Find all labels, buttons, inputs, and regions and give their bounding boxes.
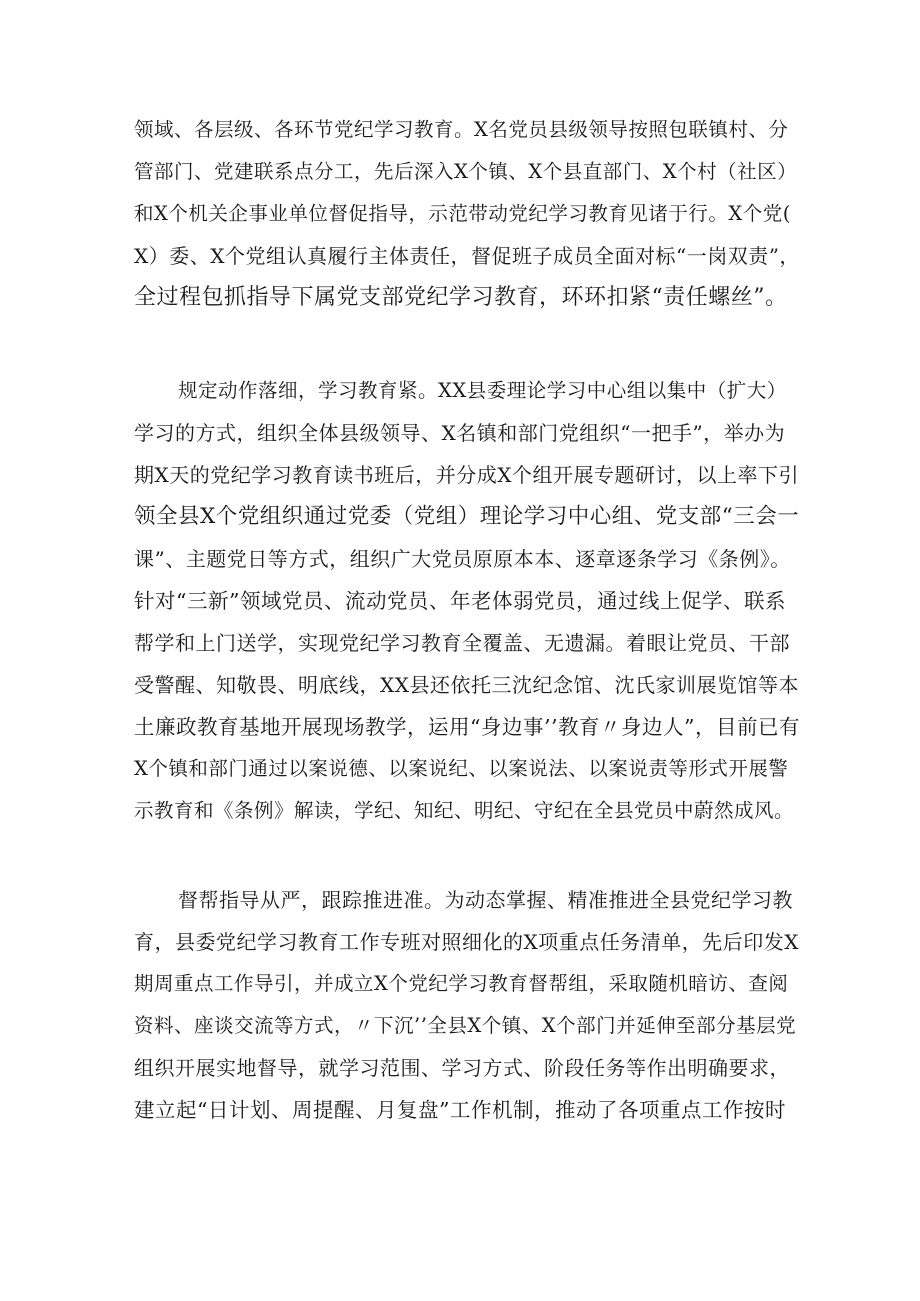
paragraph-2-line-4: 领全县X个党组织通过党委（党组）理论学习中心组、党支部“三会一: [134, 504, 800, 529]
paragraph-2-line-3: 期X天的党纪学习教育读书班后，并分成X个组开展专题研讨，以上率下引: [134, 463, 799, 487]
paragraph-3-line-4: 资料、座谈交流等方式，〃下沉’’全县X个镇、X个部门并延伸至部分基层党: [134, 1014, 797, 1037]
paragraph-3-line-1: 督帮指导从严，跟踪推进准。为动态掌握、精准推进全县党纪学习教: [178, 888, 793, 912]
paragraph-2-line-9: 土廉政教育基地开展现场教学，运用“身边事’’教育〃身边人”，目前已有: [134, 715, 800, 739]
paragraph-2-line-2: 学习的方式，组织全体县级领导、X名镇和部门党组织“一把手”，举办为: [134, 421, 786, 445]
paragraph-2-line-1: 规定动作落细，学习教育紧。XX县委理论学习中心组以集中（扩大）: [178, 379, 787, 402]
paragraph-3-line-3: 期周重点工作导引，并成立X个党纪学习教育督帮组，采取随机暗访、查阅: [134, 972, 789, 995]
paragraph-3-line-2: 育，县委党纪学习教育工作专班对照细化的X项重点任务清单，先后印发X: [134, 930, 799, 954]
paragraph-2-line-8: 受警醒、知敬畏、明底线，XX县还依托三沈纪念馆、沈氏家训展览馆等本: [134, 673, 799, 697]
paragraph-2-line-6: 针对“三新”领域党员、流动党员、年老体弱党员，通过线上促学、联系: [134, 589, 786, 613]
paragraph-2-line-5: 课”、主题党日等方式，组织广大党员原原本本、逐章逐条学习《条例》。: [134, 547, 791, 571]
paragraph-1-line-1: 领域、各层级、各环节党纪学习教育。X名党员县级领导按照包联镇村、分: [134, 118, 789, 141]
paragraph-1-line-4: X）委、X个党组认真履行主体责任，督促班子成员全面对标“一岗双责”，: [134, 244, 800, 268]
paragraph-3-line-6: 建立起“日计划、周提醒、月复盘”工作机制，推动了各项重点工作按时: [134, 1098, 786, 1122]
paragraph-3-line-5: 组织开展实地督导，就学习范围、学习方式、阶段任务等作出明确要求，: [134, 1056, 790, 1080]
paragraph-1-line-5: 全过程包抓指导下属党支部党纪学习教育，环环扣紧“责任螺丝”。: [134, 285, 788, 310]
paragraph-2-line-11: 示教育和《条例》解读，学纪、知纪、明纪、守纪在全县党员中蔚然成风。: [134, 799, 795, 822]
paragraph-1-line-3: 和X个机关企事业单位督促指导，示范带动党纪学习教育见诸于行。X个党(: [134, 202, 791, 225]
paragraph-2-line-10: X个镇和部门通过以案说德、以案说纪、以案说法、以案说责等形式开展警: [134, 757, 789, 780]
paragraph-2-line-7: 帮学和上门送学，实现党纪学习教育全覆盖、无遗漏。着眼让党员、干部: [134, 631, 790, 655]
paragraph-1-line-2: 管部门、党建联系点分工，先后深入X个镇、X个县直部门、X个村（社区）: [134, 160, 798, 183]
